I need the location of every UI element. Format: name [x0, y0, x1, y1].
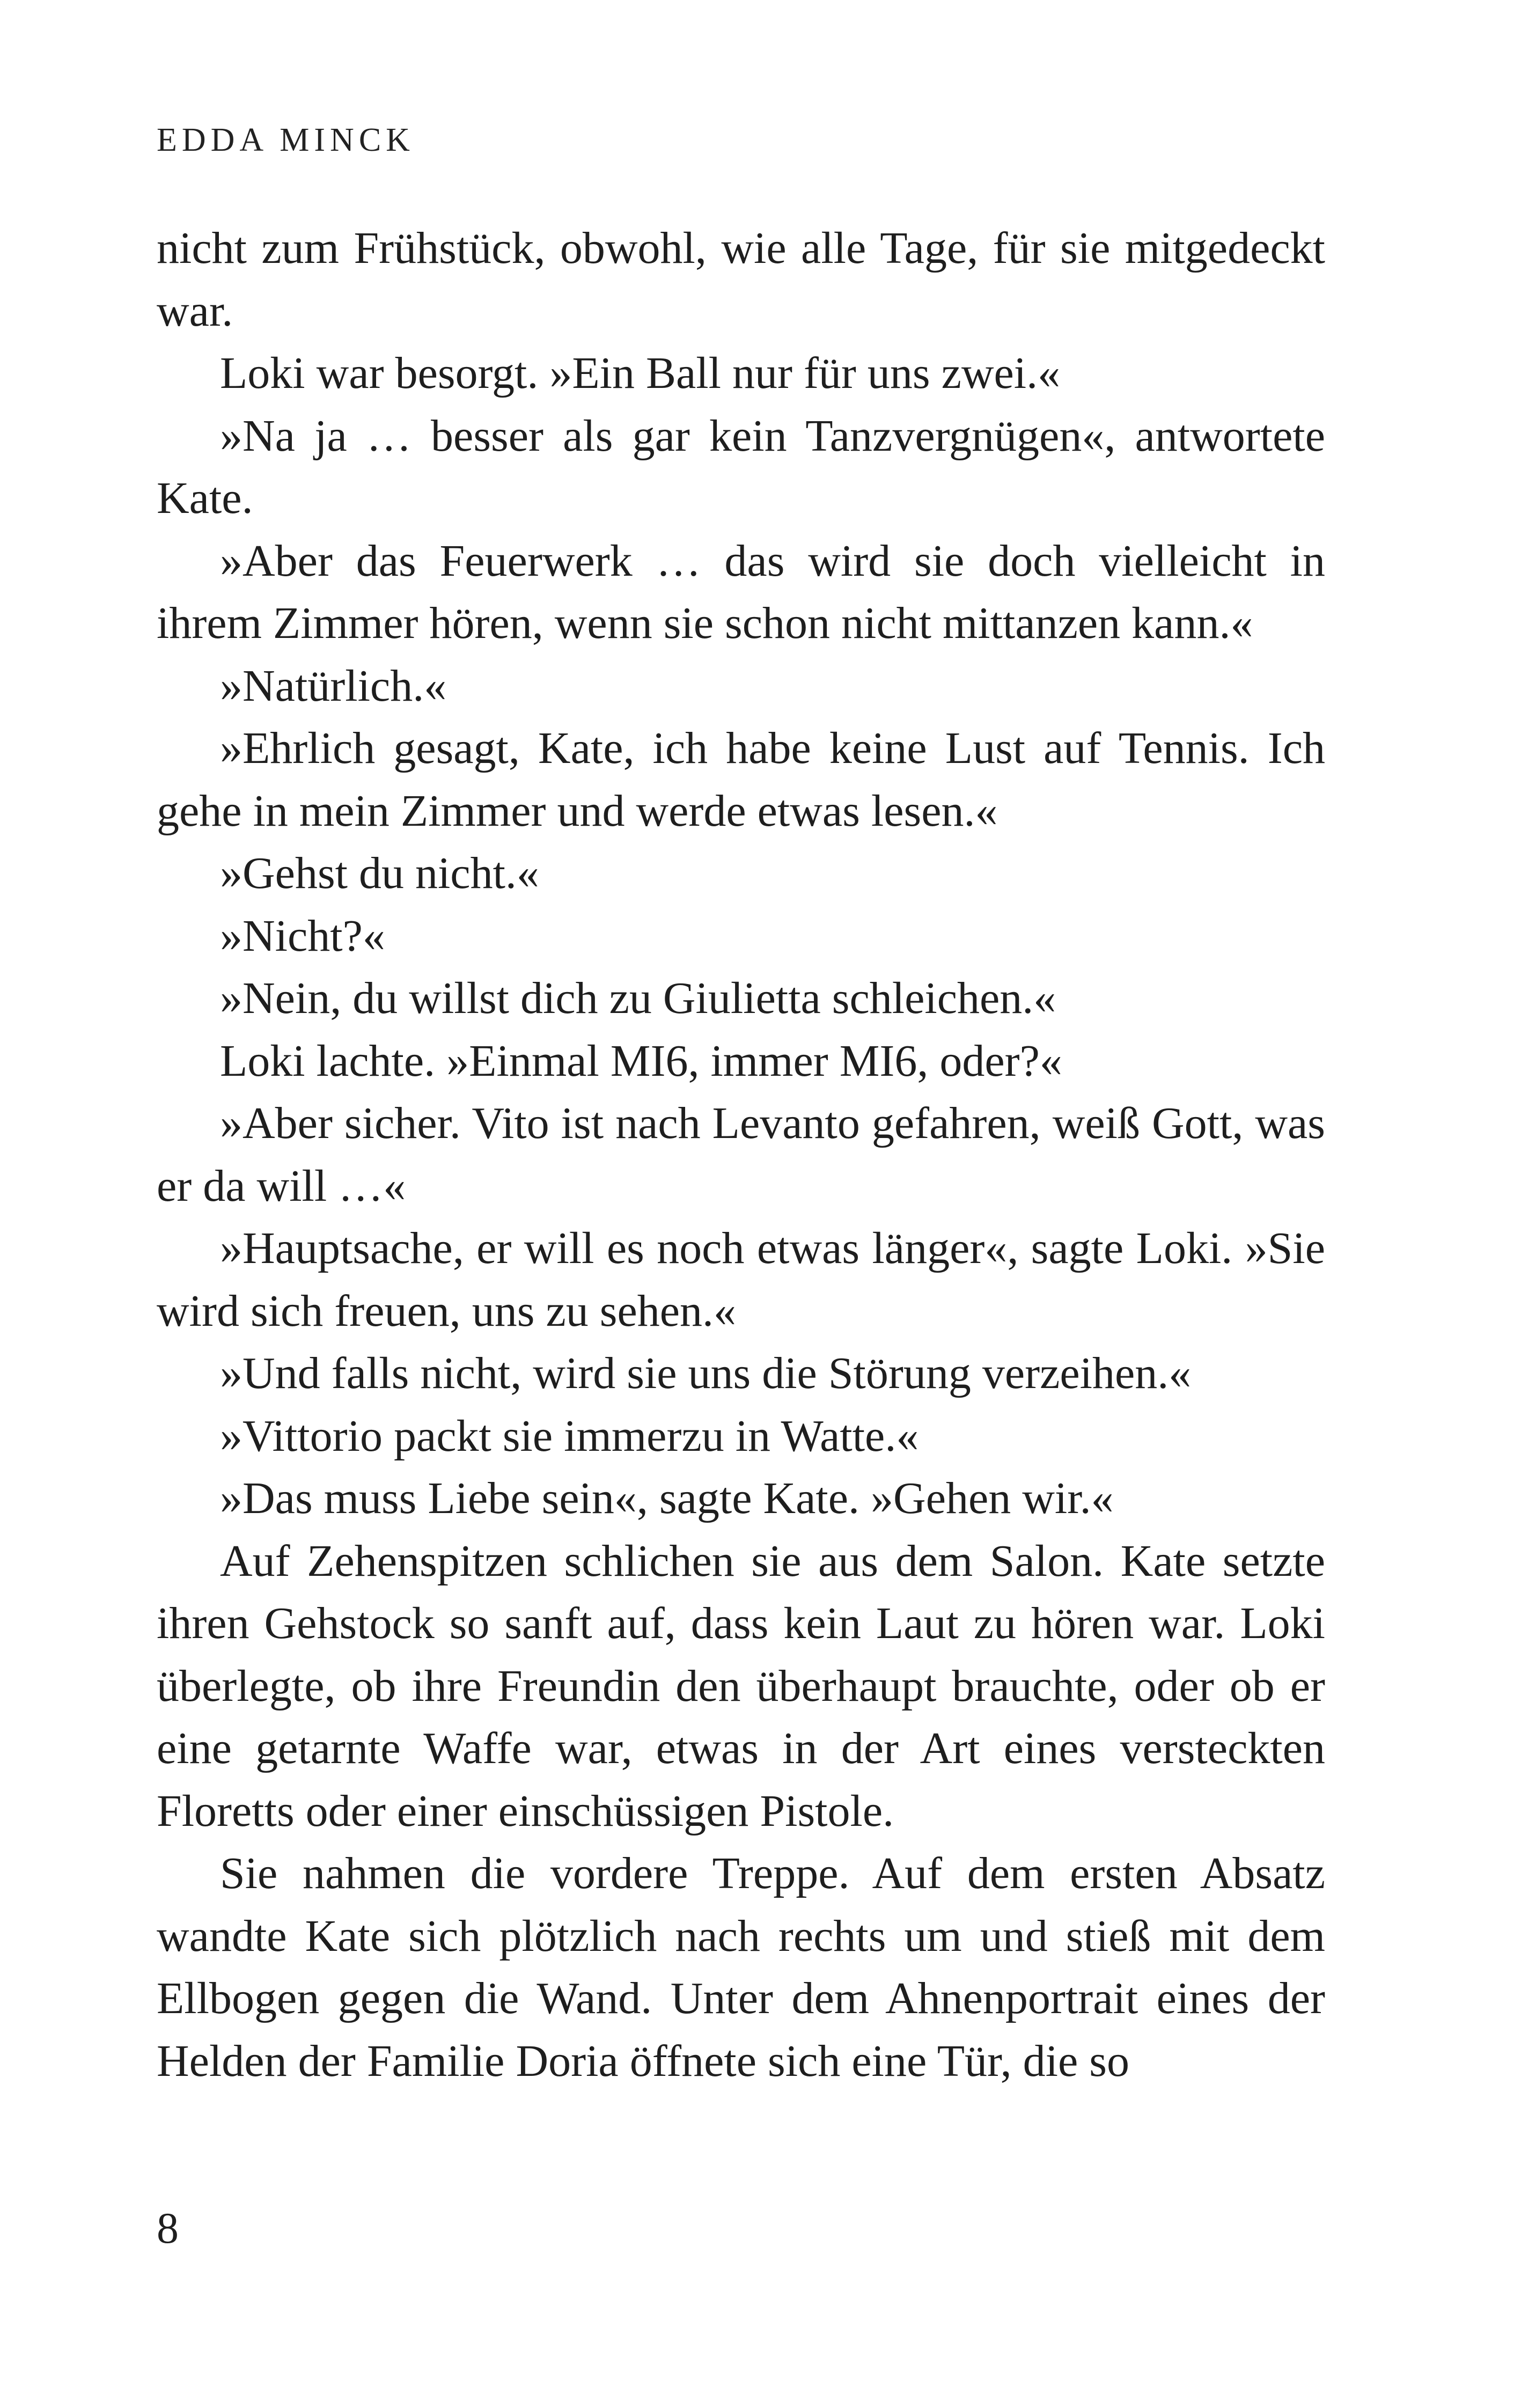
paragraph-continuation: nicht zum Frühstück, obwohl, wie alle Tage, für sie mitgedeckt war.: [157, 223, 1325, 336]
paragraph: Loki war besorgt. »Ein Ball nur für uns zwei.«: [220, 348, 1061, 398]
body-text: [157, 217, 1325, 2093]
running-header-author: EDDA MINCK: [157, 122, 415, 158]
paragraph: Loki lachte. »Einmal MI6, immer MI6, oder?«: [220, 1036, 1062, 1086]
paragraph: »Das muss Liebe sein«, sagte Kate. »Gehen wir.«: [220, 1473, 1114, 1523]
paragraph: »Ehrlich gesagt, Kate, ich habe keine Lust auf Tennis. Ich gehe in mein Zimmer und werde etwas lesen.«: [157, 723, 1325, 836]
paragraph: Auf Zehenspitzen schlichen sie aus dem Salon. Kate setzte ihren Gehstock so sanft auf, dass kein Laut zu hören war. Loki überlegte, ob ihre Freundin den überhaupt brauchte, oder ob er eine getarnte Waffe war, etwas in der Art eines versteckten Floretts oder einer einschüssigen Pistole.: [157, 1536, 1325, 1836]
paragraph: »Natürlich.«: [220, 660, 447, 711]
paragraph: »Aber sicher. Vito ist nach Levanto gefahren, weiß Gott, was er da will …«: [157, 1098, 1325, 1211]
paragraph: Sie nahmen die vordere Treppe. Auf dem ersten Absatz wandte Kate sich plötzlich nach rechts um und stieß mit dem Ellbogen gegen die Wand. Unter dem Ahnenportrait eines der Helden der Familie Doria öffnete sich eine Tür, die so: [157, 1848, 1325, 2086]
paragraph: »Nein, du willst dich zu Giulietta schleichen.«: [220, 973, 1056, 1023]
paragraph: »Na ja … besser als gar kein Tanzvergnügen«, antwortete Kate.: [157, 410, 1325, 523]
paragraph: »Vittorio packt sie immerzu in Watte.«: [220, 1411, 919, 1461]
paragraph: »Nicht?«: [220, 911, 385, 961]
paragraph: »Hauptsache, er will es noch etwas länger«, sagte Loki. »Sie wird sich freuen, uns zu sehen.«: [157, 1223, 1325, 1336]
paragraph: »Und falls nicht, wird sie uns die Störung verzeihen.«: [220, 1348, 1192, 1398]
paragraph: »Gehst du nicht.«: [220, 848, 539, 898]
paragraph: »Aber das Feuerwerk … das wird sie doch vielleicht in ihrem Zimmer hören, wenn sie schon nicht mittanzen kann.«: [157, 535, 1325, 648]
page-number: 8: [157, 2204, 179, 2252]
